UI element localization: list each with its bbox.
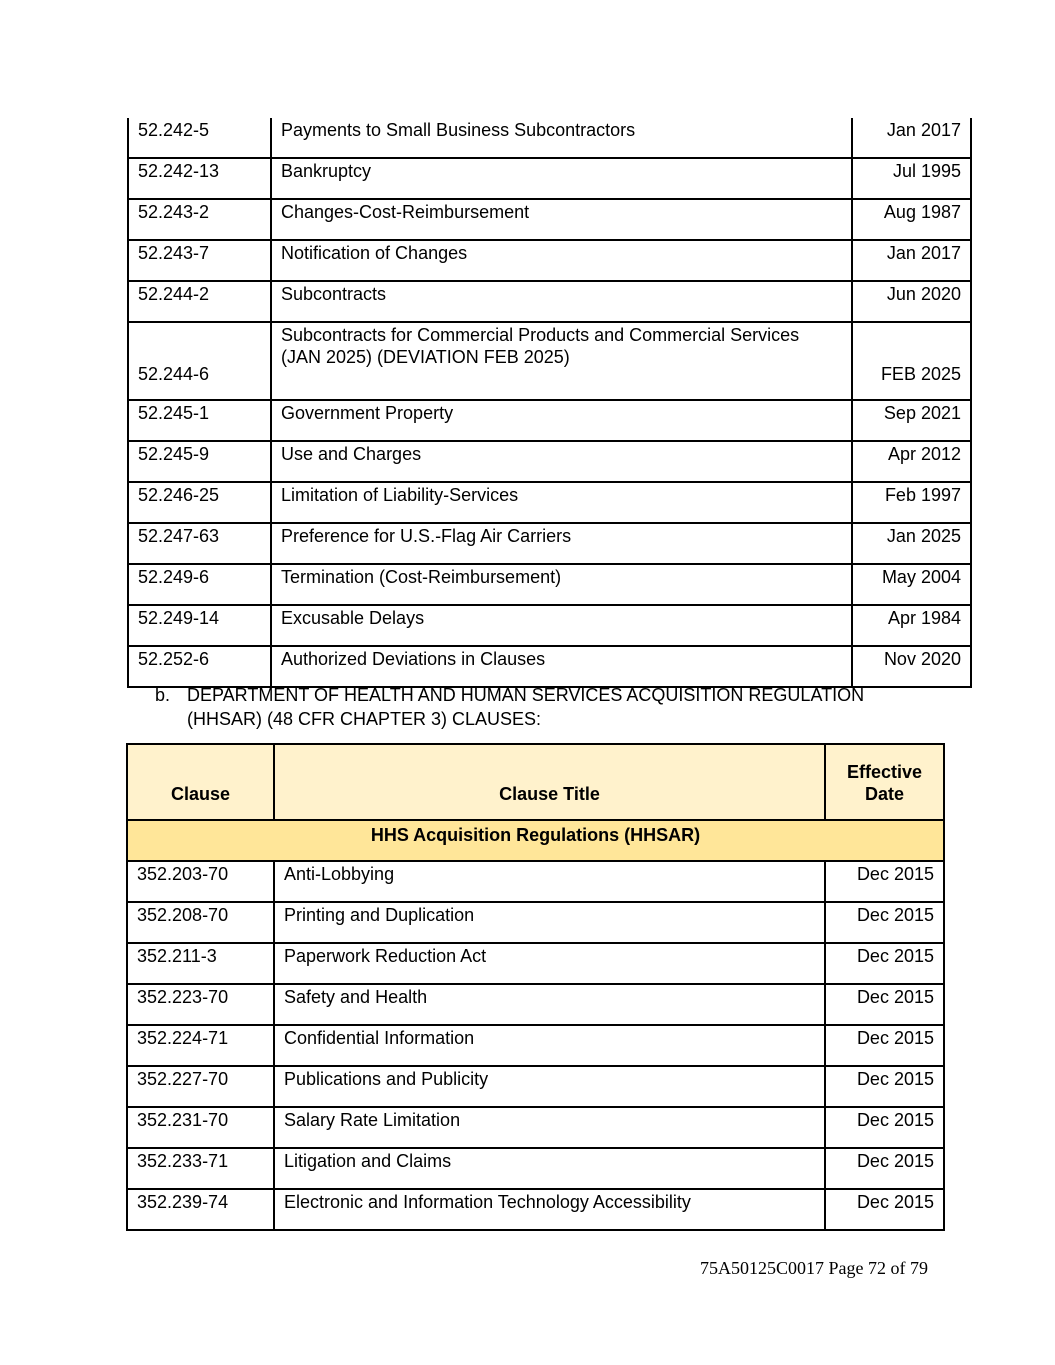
- table-row: [127, 1025, 944, 1066]
- clause-number: 52.249-6: [128, 564, 271, 605]
- section-b-heading: [155, 683, 925, 731]
- effective-date: Dec 2015: [825, 1189, 944, 1230]
- clause-number: 352.203-70: [127, 861, 274, 902]
- section-b-title-line: (HHSAR) (48 CFR CHAPTER 3) CLAUSES:: [187, 709, 542, 729]
- column-header-line: Effective: [846, 762, 923, 782]
- column-header-line: Date: [864, 784, 904, 804]
- table-header-row: [127, 744, 944, 820]
- column-header-clause-title: Clause Title: [274, 744, 825, 820]
- effective-date: Dec 2015: [825, 861, 944, 902]
- table-row: [127, 943, 944, 984]
- effective-date: Dec 2015: [825, 1148, 944, 1189]
- table-row: [127, 1148, 944, 1189]
- effective-date: Jul 1995: [852, 158, 971, 199]
- effective-date: May 2004: [852, 564, 971, 605]
- table-row: [127, 1066, 944, 1107]
- clause-number: 352.223-70: [127, 984, 274, 1025]
- effective-date: Feb 1997: [852, 482, 971, 523]
- table-row: [127, 861, 944, 902]
- table-row: [128, 281, 971, 322]
- table-row: [128, 322, 971, 400]
- effective-date: Jan 2017: [852, 118, 971, 158]
- clause-number: 352.211-3: [127, 943, 274, 984]
- effective-date: Sep 2021: [852, 400, 971, 441]
- effective-date: Jan 2017: [852, 240, 971, 281]
- effective-date: Apr 1984: [852, 605, 971, 646]
- clause-title: Notification of Changes: [271, 240, 852, 281]
- far-clauses-table: [127, 118, 972, 688]
- effective-date: Dec 2015: [825, 902, 944, 943]
- clause-number: 52.246-25: [128, 482, 271, 523]
- clause-number: 352.231-70: [127, 1107, 274, 1148]
- table-row: [128, 400, 971, 441]
- table-row: [128, 240, 971, 281]
- clause-title: Authorized Deviations in Clauses: [271, 646, 852, 687]
- clause-title: Safety and Health: [274, 984, 825, 1025]
- clause-number: 52.244-6: [128, 322, 271, 400]
- table-row: [127, 902, 944, 943]
- table-row: [127, 1189, 944, 1230]
- table-row: [128, 199, 971, 240]
- clause-title: Printing and Duplication: [274, 902, 825, 943]
- clause-title: Changes-Cost-Reimbursement: [271, 199, 852, 240]
- clause-title: Bankruptcy: [271, 158, 852, 199]
- clause-title: Salary Rate Limitation: [274, 1107, 825, 1148]
- table-row: [128, 523, 971, 564]
- page-footer: 75A50125C0017 Page 72 of 79: [700, 1258, 928, 1278]
- column-header-effective-date: [825, 744, 944, 820]
- table-row: [128, 441, 971, 482]
- clause-title: Subcontracts: [271, 281, 852, 322]
- clause-number: 52.252-6: [128, 646, 271, 687]
- clause-title-line: Subcontracts for Commercial Products and Commercial Services: [281, 325, 800, 345]
- effective-date: Apr 2012: [852, 441, 971, 482]
- clause-number: 352.224-71: [127, 1025, 274, 1066]
- clause-number: 352.208-70: [127, 902, 274, 943]
- clause-title: Government Property: [271, 400, 852, 441]
- table-row: [128, 482, 971, 523]
- effective-date: Jan 2025: [852, 523, 971, 564]
- clause-title: Publications and Publicity: [274, 1066, 825, 1107]
- section-b-title-line: DEPARTMENT OF HEALTH AND HUMAN SERVICES ACQUISITION REGULATION: [187, 685, 865, 705]
- clause-title: Limitation of Liability-Services: [271, 482, 852, 523]
- effective-date: FEB 2025: [852, 322, 971, 400]
- clause-number: 52.245-9: [128, 441, 271, 482]
- table-row: [128, 646, 971, 687]
- effective-date: Dec 2015: [825, 1066, 944, 1107]
- effective-date: Jun 2020: [852, 281, 971, 322]
- clause-number: 52.245-1: [128, 400, 271, 441]
- clause-number: 352.227-70: [127, 1066, 274, 1107]
- section-b-title: [187, 683, 925, 731]
- clause-number: 52.243-2: [128, 199, 271, 240]
- clause-number: 52.247-63: [128, 523, 271, 564]
- effective-date: Dec 2015: [825, 1025, 944, 1066]
- effective-date: Dec 2015: [825, 1107, 944, 1148]
- clause-title: Excusable Delays: [271, 605, 852, 646]
- clause-number: 52.244-2: [128, 281, 271, 322]
- clause-title: Anti-Lobbying: [274, 861, 825, 902]
- table-row: [128, 605, 971, 646]
- clause-title: Preference for U.S.-Flag Air Carriers: [271, 523, 852, 564]
- column-header-clause: Clause: [127, 744, 274, 820]
- table-row: [128, 158, 971, 199]
- clause-number: 352.233-71: [127, 1148, 274, 1189]
- clause-title: Termination (Cost-Reimbursement): [271, 564, 852, 605]
- group-label: HHS Acquisition Regulations (HHSAR): [127, 820, 944, 861]
- table-row: [128, 118, 971, 158]
- clause-number: 52.242-5: [128, 118, 271, 158]
- clause-number: 52.243-7: [128, 240, 271, 281]
- table-row: [127, 984, 944, 1025]
- table-group-row: [127, 820, 944, 861]
- clause-title: Confidential Information: [274, 1025, 825, 1066]
- clause-title: Litigation and Claims: [274, 1148, 825, 1189]
- effective-date: Aug 1987: [852, 199, 971, 240]
- clause-number: 52.249-14: [128, 605, 271, 646]
- clause-title-line: (JAN 2025) (DEVIATION FEB 2025): [281, 347, 570, 367]
- clause-title: Payments to Small Business Subcontractors: [271, 118, 852, 158]
- table-row: [127, 1107, 944, 1148]
- clause-title: Paperwork Reduction Act: [274, 943, 825, 984]
- table-row: [128, 564, 971, 605]
- clause-title: [271, 322, 852, 400]
- clause-title: Use and Charges: [271, 441, 852, 482]
- clause-number: 352.239-74: [127, 1189, 274, 1230]
- clause-number: 52.242-13: [128, 158, 271, 199]
- clause-title: Electronic and Information Technology Accessibility: [274, 1189, 825, 1230]
- effective-date: Nov 2020: [852, 646, 971, 687]
- list-marker: b.: [155, 685, 171, 705]
- effective-date: Dec 2015: [825, 943, 944, 984]
- hhsar-clauses-table: [126, 743, 945, 1231]
- effective-date: Dec 2015: [825, 984, 944, 1025]
